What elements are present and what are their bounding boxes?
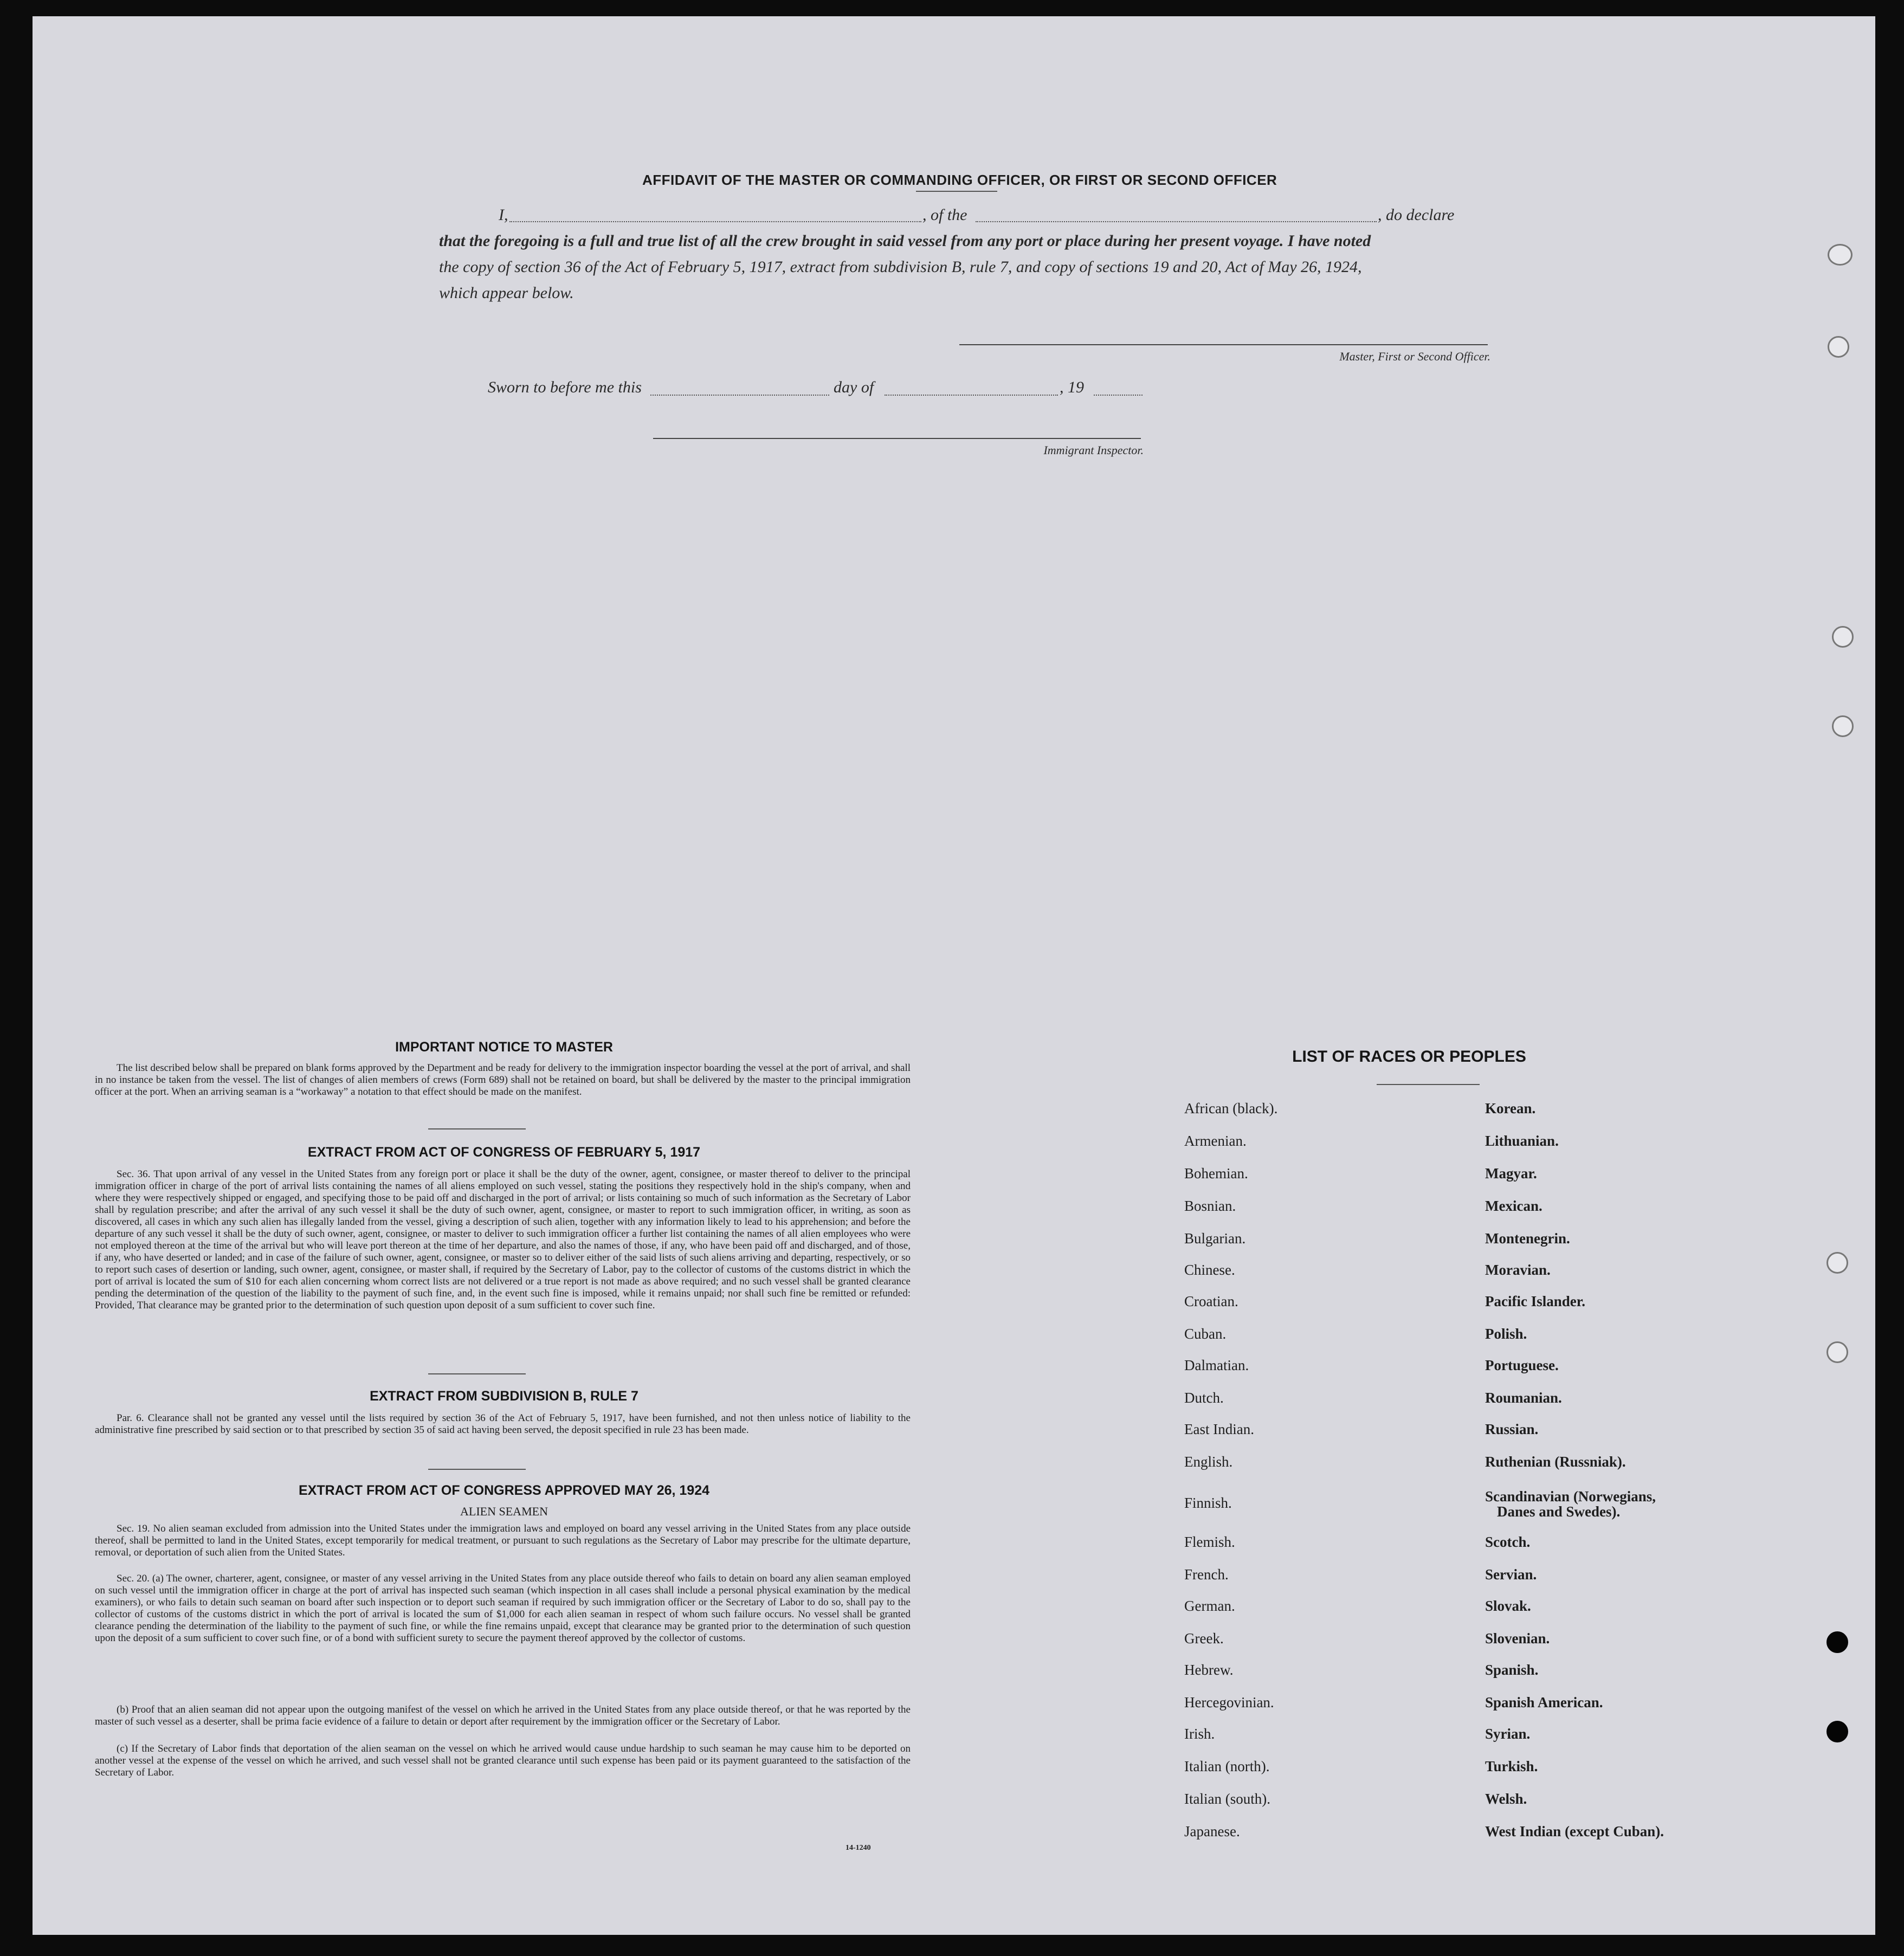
binder-hole xyxy=(1832,715,1854,737)
race-left-item: Italian (south). xyxy=(1184,1791,1270,1807)
vessel-blank xyxy=(976,221,1377,222)
race-right-item: Slovenian. xyxy=(1485,1630,1550,1647)
race-right-item: Korean. xyxy=(1485,1100,1536,1116)
race-right-item: Turkish. xyxy=(1485,1758,1538,1774)
rule-7-text: Par. 6. Clearance shall not be granted any vessel until the lists required by section 36 of the Act of February 5, 1917, have been furnished, and not then unless notice of liability to the administrative fine prescribed by said section or to that prescribed by section 35 of said act having been served, the deposit specified in rule 23 has been made. xyxy=(95,1412,911,1436)
affidavit-line4: which appear below. xyxy=(439,284,574,302)
year-blank xyxy=(1094,395,1143,396)
race-left-item: Bohemian. xyxy=(1184,1165,1248,1182)
race-right-item: Scotch. xyxy=(1485,1534,1531,1550)
race-right-item: Slovak. xyxy=(1485,1598,1531,1614)
race-left-item: Chinese. xyxy=(1184,1262,1235,1278)
race-left-item: Hercegovinian. xyxy=(1184,1694,1274,1710)
rule-7-title: EXTRACT FROM SUBDIVISION B, RULE 7 xyxy=(370,1389,638,1404)
affidavit-line2: that the foregoing is a full and true list of all the crew brought in said vessel from any port or place during her present voyage. I have noted xyxy=(439,232,1371,250)
race-left-item: Italian (north). xyxy=(1184,1758,1270,1774)
sec-20a-text: Sec. 20. (a) The owner, charterer, agent, consignee, or master of any vessel arriving in the United States from any place outside thereof who fails to detain on board any alien seaman employed on such vessel until the immigration officer in charge at the port of arrival has inspected such seaman (which inspection in all cases shall include a personal physical examination by the medical examiners), or who fails to detain such seaman on board after such inspection or to deport such seaman if required by such immigration officer or the Secretary of Labor to do so, shall pay to the collector of customs of the customs district in which the port of arrival is located the sum of $1,000 for each alien seaman in respect of whom such failure occurs. No vessel shall be granted clearance pending the determination of the liability to the payment of such fine, or while the fine remains unpaid, except that clearance may be granted prior to the determination of such question upon the deposit of a sum sufficient to cover such fine, or of a bond with sufficient surety to secure the payment thereof approved by the collector of customs. xyxy=(95,1573,911,1644)
divider xyxy=(916,191,997,192)
race-left-item: Dalmatian. xyxy=(1184,1357,1249,1373)
race-right-item: Roumanian. xyxy=(1485,1390,1562,1406)
race-left-item: German. xyxy=(1184,1598,1235,1614)
divider xyxy=(428,1128,526,1129)
race-left-item: Finnish. xyxy=(1184,1495,1232,1511)
binder-hole xyxy=(1826,1721,1848,1742)
sworn-text: Sworn to before me this xyxy=(488,378,642,396)
race-right-item: Montenegrin. xyxy=(1485,1230,1570,1247)
race-left-item: Japanese. xyxy=(1184,1823,1240,1839)
race-right-item: Ruthenian (Russniak). xyxy=(1485,1454,1626,1470)
act-1917-title: EXTRACT FROM ACT OF CONGRESS OF FEBRUARY 5, 1917 xyxy=(307,1145,701,1160)
race-right-item: Russian. xyxy=(1485,1421,1539,1437)
inspector-label: Immigrant Inspector. xyxy=(1043,443,1144,457)
race-left-item: East Indian. xyxy=(1184,1421,1254,1437)
race-right-item: Servian. xyxy=(1485,1566,1537,1583)
race-right-item: Mexican. xyxy=(1485,1198,1542,1214)
race-left-item: Hebrew. xyxy=(1184,1662,1234,1678)
month-blank xyxy=(885,395,1058,396)
race-right-item: Spanish. xyxy=(1485,1662,1539,1678)
race-right-item: Spanish American. xyxy=(1485,1694,1603,1710)
race-right-item: Moravian. xyxy=(1485,1262,1551,1278)
act-1917-text: Sec. 36. That upon arrival of any vessel in the United States from any foreign port or place it shall be the duty of the owner, agent, consignee, or master thereof to deliver to the principal immigration officer in charge of the port of arrival lists containing the names of all aliens employed on such vessel, stating the positions they respectively hold in the ship's company, when and where they were respectively shipped or engaged, and specifying those to be paid off and discharged in the port of arrival; or lists containing so much of such information as the Secretary of Labor shall by regulation prescribe; and after the arrival of any such vessel it shall be the duty of such owner, agent, consignee, or master to report to such immigration officer, in writing, as soon as discovered, all cases in which any such alien has illegally landed from the vessel, giving a description of such alien, together with any information likely to lead to his apprehension; and before the departure of any such vessel it shall be the duty of such owner, agent, consignee, or master to deliver to such immigration officer a further list containing the names of all alien employees who were not employed thereon at the time of the arrival but who will leave port thereon at the time of her departure, and also the names of those, if any, who have been paid off and discharged, and of those, if any, who have deserted or landed; and in case of the failure of such owner, agent, consignee, or master so to deliver either of the said lists of such aliens arriving and departing, respectively, or so to report such cases of desertion or landing, such owner, agent, consignee, or master shall, if required by the Secretary of Labor, pay to the collector of customs of the customs district in which the port of arrival is located the sum of $10 for each alien concerning whom correct lists are not delivered or a true report is not made as above required; and no such vessel shall be granted clearance pending the determination of the question of the liability to the payment of such fine, and, in the event such fine is imposed, while it remains unpaid; nor shall such fine be remitted or refunded: Provided, That clearance may be granted prior to the determination of such question upon deposit of a sum sufficient to cover such fine. xyxy=(95,1169,911,1311)
race-right-item: Magyar. xyxy=(1485,1165,1537,1182)
binder-hole xyxy=(1828,244,1853,266)
affidavit-line3: the copy of section 36 of the Act of February 5, 1917, extract from subdivision B, rule 7, and copy of sections 19 and 20, Act of May 26, 1924, xyxy=(439,258,1362,276)
binder-hole xyxy=(1826,1252,1848,1274)
race-left-item: Armenian. xyxy=(1184,1133,1247,1149)
race-left-item: English. xyxy=(1184,1454,1233,1470)
race-right-item: Portuguese. xyxy=(1485,1357,1559,1373)
signature-line xyxy=(959,344,1488,345)
inspector-signature-line xyxy=(653,438,1141,439)
affidavit-title: AFFIDAVIT OF THE MASTER OR COMMANDING OFFICER, OR FIRST OR SECOND OFFICER xyxy=(642,172,1277,188)
document-page xyxy=(33,16,1875,1935)
race-left-item: French. xyxy=(1184,1566,1229,1583)
divider xyxy=(1377,1084,1480,1085)
race-right-item: Polish. xyxy=(1485,1326,1527,1342)
race-right-item: Danes and Swedes). xyxy=(1497,1503,1621,1520)
race-left-item: Croatian. xyxy=(1184,1293,1238,1309)
sworn-day-of: day of xyxy=(834,378,874,396)
divider xyxy=(428,1373,526,1374)
race-left-item: Dutch. xyxy=(1184,1390,1224,1406)
act-1924-title: EXTRACT FROM ACT OF CONGRESS APPROVED MAY 26, 1924 xyxy=(298,1483,710,1498)
races-title: LIST OF RACES OR PEOPLES xyxy=(1292,1048,1526,1066)
binder-hole xyxy=(1828,336,1849,358)
sec-20c-text: (c) If the Secretary of Labor finds that deportation of the alien seaman on the vessel on which he arrived would cause undue hardship to such seaman he may cause him to be deported on another vessel at the expense of the vessel on which he arrived, and such vessel shall not be granted clearance until such expense has been paid or its payment guaranteed to the satisfaction of the Secretary of Labor. xyxy=(95,1743,911,1778)
race-left-item: Cuban. xyxy=(1184,1326,1227,1342)
signature-label: Master, First or Second Officer. xyxy=(1339,350,1490,363)
notice-title: IMPORTANT NOTICE TO MASTER xyxy=(395,1040,613,1055)
race-left-item: African (black). xyxy=(1184,1100,1278,1116)
form-number: 14-1240 xyxy=(845,1844,871,1852)
race-left-item: Bosnian. xyxy=(1184,1198,1236,1214)
race-right-item: Welsh. xyxy=(1485,1791,1527,1807)
race-left-item: Greek. xyxy=(1184,1630,1224,1647)
binder-hole xyxy=(1832,626,1854,648)
race-left-item: Irish. xyxy=(1184,1726,1215,1742)
sworn-year: , 19 xyxy=(1060,378,1084,396)
day-blank xyxy=(650,395,829,396)
race-right-item: Pacific Islander. xyxy=(1485,1293,1585,1309)
name-blank xyxy=(509,221,921,222)
sec-20b-text: (b) Proof that an alien seaman did not appear upon the outgoing manifest of the vessel on which he arrived in the United States from any place outside thereof, or that he was reported by the master of such vessel as a deserter, shall be prima facie evidence of a failure to detain or deport after requirement by the immigration officer or the Secretary of Labor. xyxy=(95,1704,911,1727)
binder-hole xyxy=(1826,1631,1848,1653)
race-right-item: Lithuanian. xyxy=(1485,1133,1559,1149)
race-right-item: West Indian (except Cuban). xyxy=(1485,1823,1664,1839)
binder-hole xyxy=(1826,1341,1848,1363)
notice-text: The list described below shall be prepared on blank forms approved by the Department and be ready for delivery to the immigration inspector boarding the vessel at the port of arrival, and shall in no instance be taken from the vessel. The list of changes of alien members of crews (Form 689) shall not be retained on board, but shall be delivered by the master to the principal immigration officer at the port. When an arriving seaman is a “workaway” a notation to that effect should be made on the manifest. xyxy=(95,1062,911,1098)
race-left-item: Flemish. xyxy=(1184,1534,1235,1550)
race-left-item: Bulgarian. xyxy=(1184,1230,1246,1247)
divider xyxy=(428,1469,526,1470)
affidavit-line1-end: , do declare xyxy=(1378,206,1455,224)
race-right-item: Syrian. xyxy=(1485,1726,1531,1742)
sec-19-text: Sec. 19. No alien seaman excluded from admission into the United States under the immigration laws and employed on board any vessel arriving in the United States from any place outside thereof, shall be permitted to land in the United States, except temporarily for medical treatment, or pursuant to such regulations as the Secretary of Labor may prescribe for the ultimate departure, removal, or deportation of such alien from the United States. xyxy=(95,1523,911,1558)
alien-seamen-subtitle: ALIEN SEAMEN xyxy=(460,1505,548,1518)
affidavit-line1-start: I, xyxy=(499,206,508,224)
race-right-item: Scandinavian (Norwegians, xyxy=(1485,1488,1656,1505)
affidavit-line1-mid: , of the xyxy=(922,206,967,224)
